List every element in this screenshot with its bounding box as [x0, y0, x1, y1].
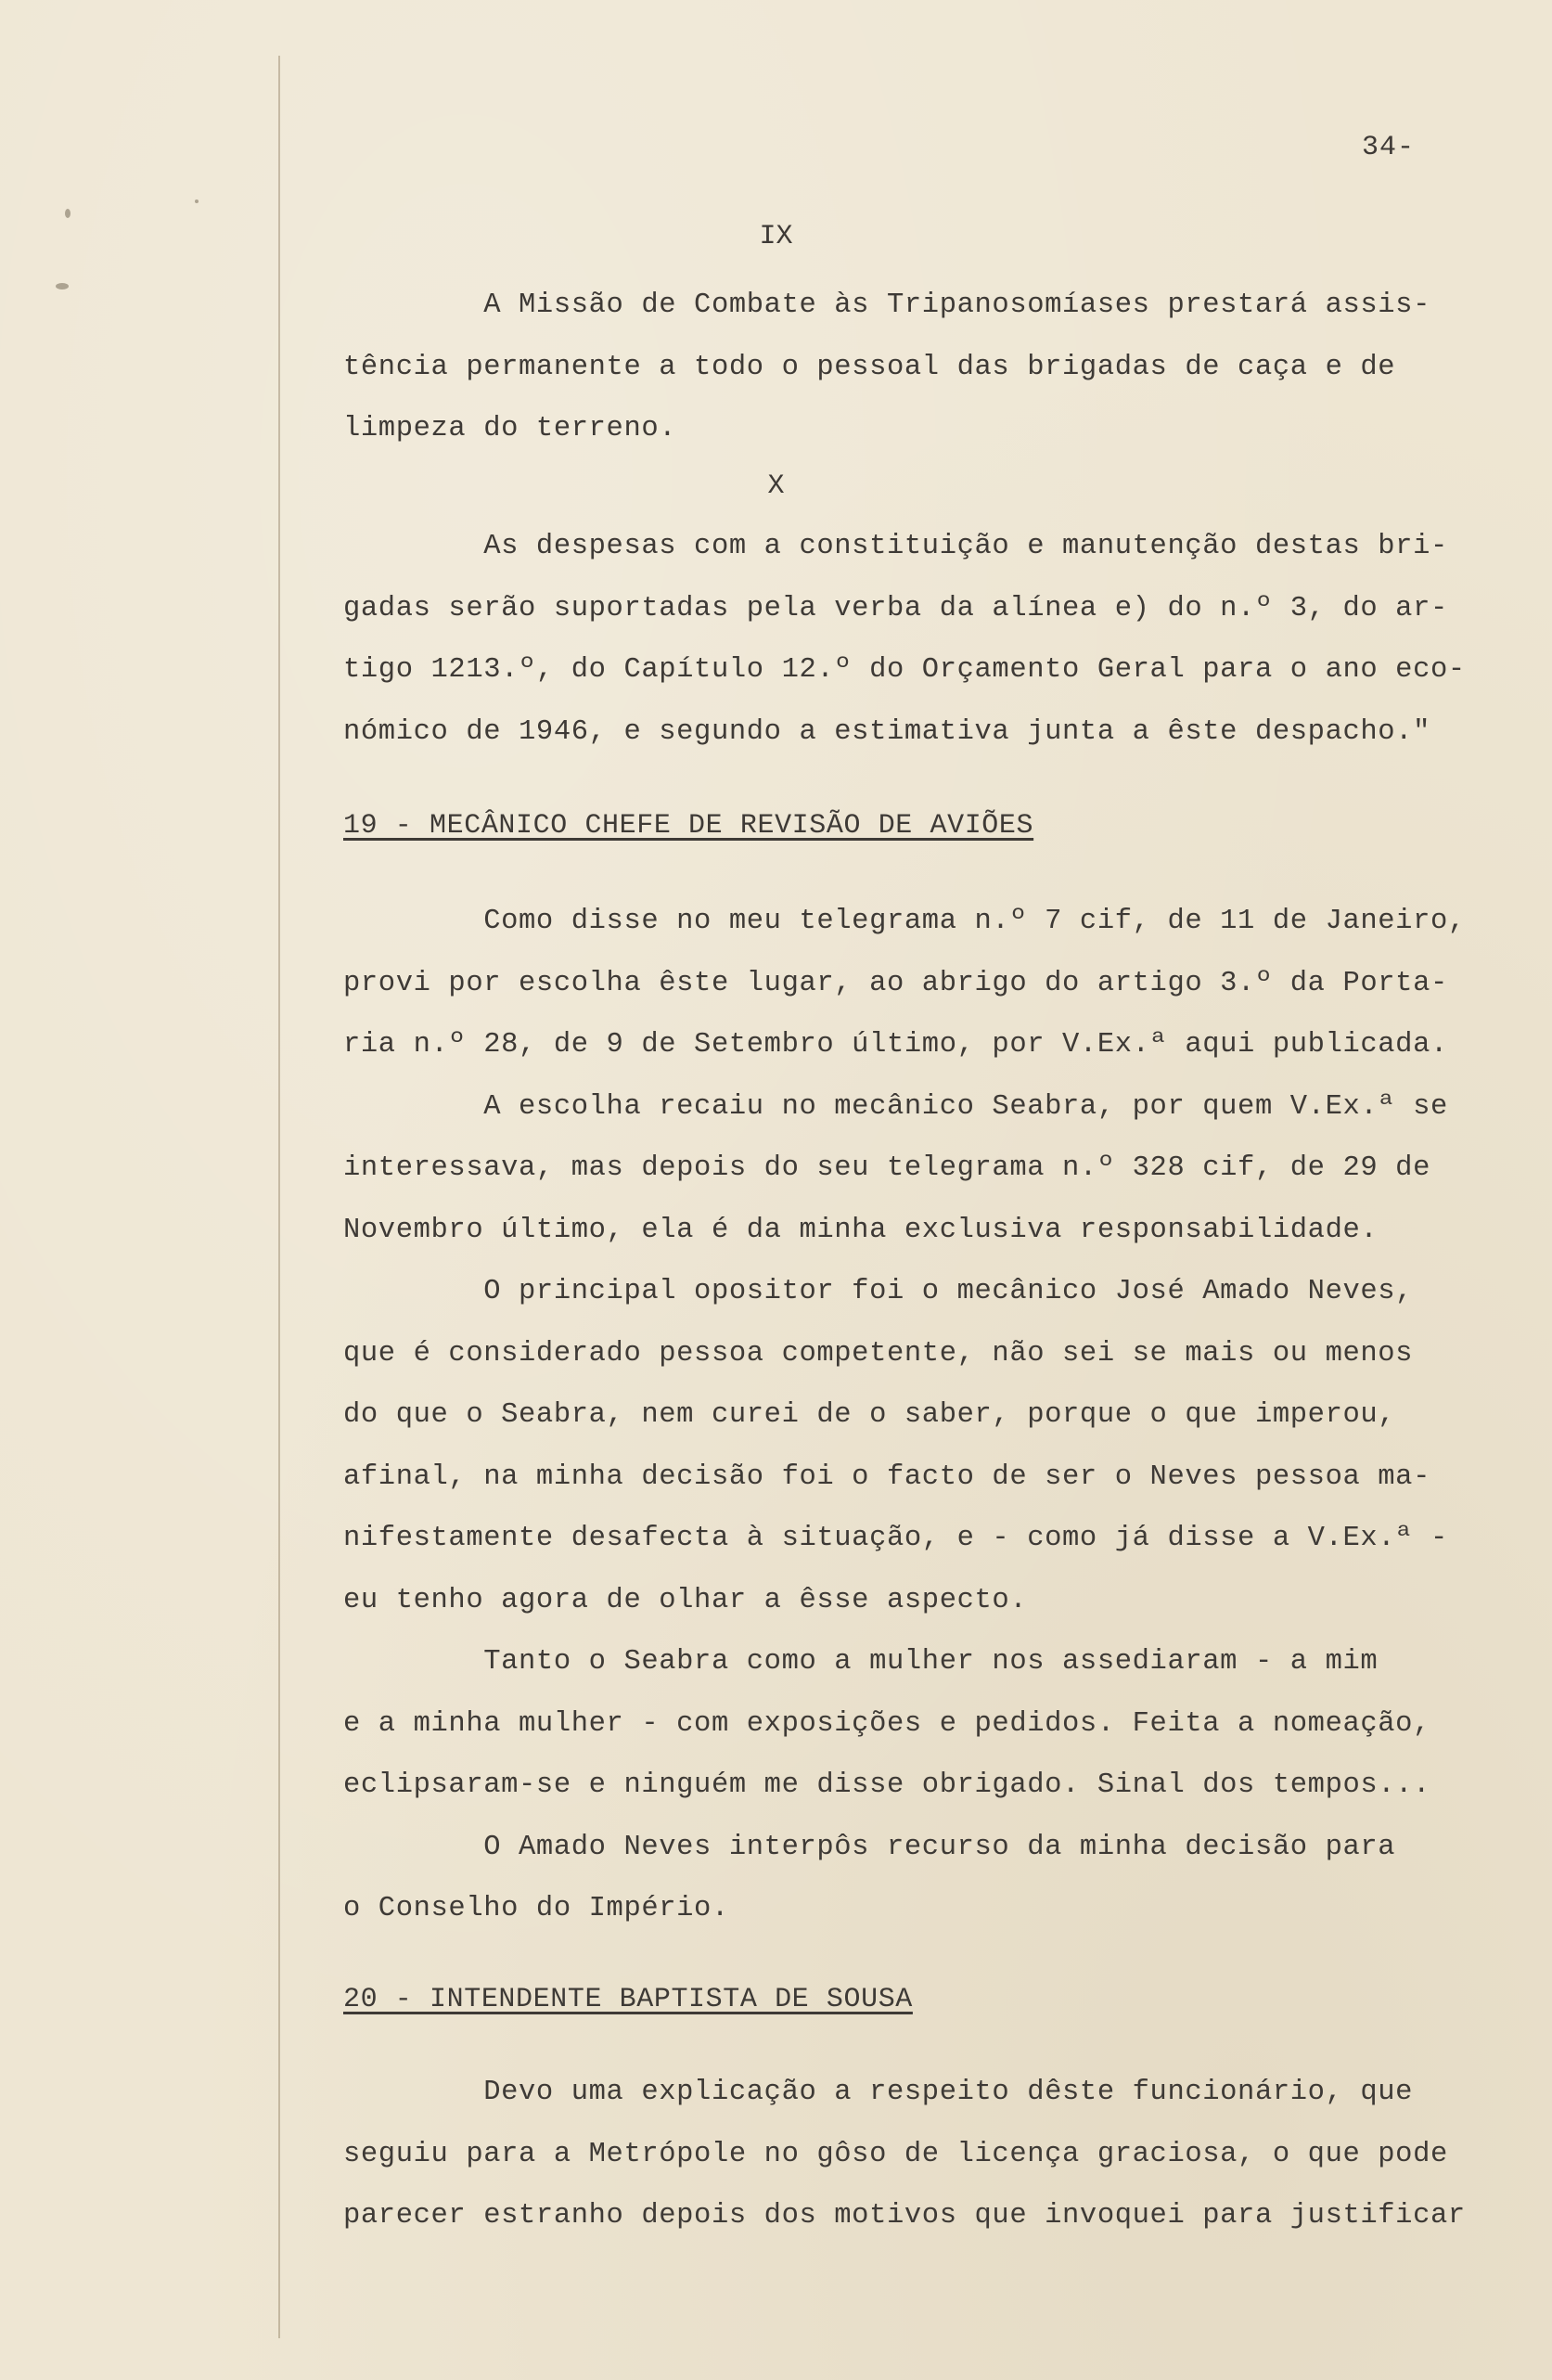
paper-speck: [195, 199, 199, 203]
text-line: A Missão de Combate às Tripanosomíases prestará assis-: [343, 289, 1430, 321]
text-line: Devo uma explicação a respeito dêste funcionário, que: [343, 2077, 1414, 2108]
paper-fold-line: [278, 56, 280, 2338]
text-line: parecer estranho depois dos motivos que invoquei para justificar: [343, 2200, 1466, 2232]
text-line: eu tenho agora de olhar a êsse aspecto.: [343, 1584, 1028, 1616]
text-line: Tanto o Seabra como a mulher nos assediaram - a mim: [343, 1646, 1379, 1678]
text-line: O principal opositor foi o mecânico José Amado Neves,: [343, 1276, 1414, 1307]
text-line: do que o Seabra, nem curei de o saber, porque o que imperou,: [343, 1399, 1396, 1431]
section-x-text: [343, 516, 1521, 763]
section-20-heading: 20 - INTENDENTE BAPTISTA DE SOUSA: [343, 1984, 913, 2015]
page-number: 34-: [1362, 132, 1416, 163]
text-line: ria n.º 28, de 9 de Setembro último, por V.Ex.ª aqui publicada.: [343, 1029, 1448, 1061]
text-line: Como disse no meu telegrama n.º 7 cif, de 11 de Janeiro,: [343, 906, 1466, 937]
paper-speck: [65, 209, 71, 218]
text-line: seguiu para a Metrópole no gôso de licença graciosa, o que pode: [343, 2138, 1448, 2170]
text-line: Novembro último, ela é da minha exclusiva responsabilidade.: [343, 1214, 1379, 1246]
text-line: gadas serão suportadas pela verba da alínea e) do n.º 3, do ar-: [343, 592, 1448, 624]
text-line: interessava, mas depois do seu telegrama n.º 328 cif, de 29 de: [343, 1152, 1430, 1184]
text-line: o Conselho do Império.: [343, 1893, 729, 1924]
paper-speck: [56, 283, 69, 289]
text-line: As despesas com a constituição e manutenção destas bri-: [343, 531, 1448, 562]
text-line: nómico de 1946, e segundo a estimativa junta a êste despacho.": [343, 715, 1430, 748]
text-line: afinal, na minha decisão foi o facto de ser o Neves pessoa ma-: [343, 1460, 1430, 1493]
text-line: que é considerado pessoa competente, não sei se mais ou menos: [343, 1337, 1414, 1370]
text-line: O Amado Neves interpôs recurso da minha decisão para: [343, 1831, 1396, 1863]
section-ix-numeral: IX: [759, 221, 793, 252]
section-19-text: [343, 891, 1521, 1940]
text-line: nifestamente desafecta à situação, e - como já disse a V.Ex.ª -: [343, 1523, 1448, 1554]
text-line: eclipsaram-se e ninguém me disse obrigado. Sinal dos tempos...: [343, 1769, 1430, 1801]
text-line: provi por escolha êste lugar, ao abrigo do artigo 3.º da Porta-: [343, 967, 1448, 999]
text-line: e a minha mulher - com exposições e pedidos. Feita a nomeação,: [343, 1707, 1430, 1740]
text-line: tigo 1213.º, do Capítulo 12.º do Orçamento Geral para o ano eco-: [343, 654, 1466, 686]
text-line: limpeza do terreno.: [343, 413, 677, 444]
section-x-numeral: X: [767, 470, 785, 502]
section-20-text: [343, 2062, 1521, 2247]
section-ix-text: [343, 275, 1521, 460]
text-line: tência permanente a todo o pessoal das brigadas de caça e de: [343, 351, 1396, 383]
text-line: A escolha recaiu no mecânico Seabra, por quem V.Ex.ª se: [343, 1090, 1448, 1123]
section-19-heading: 19 - MECÂNICO CHEFE DE REVISÃO DE AVIÕES: [343, 810, 1034, 842]
